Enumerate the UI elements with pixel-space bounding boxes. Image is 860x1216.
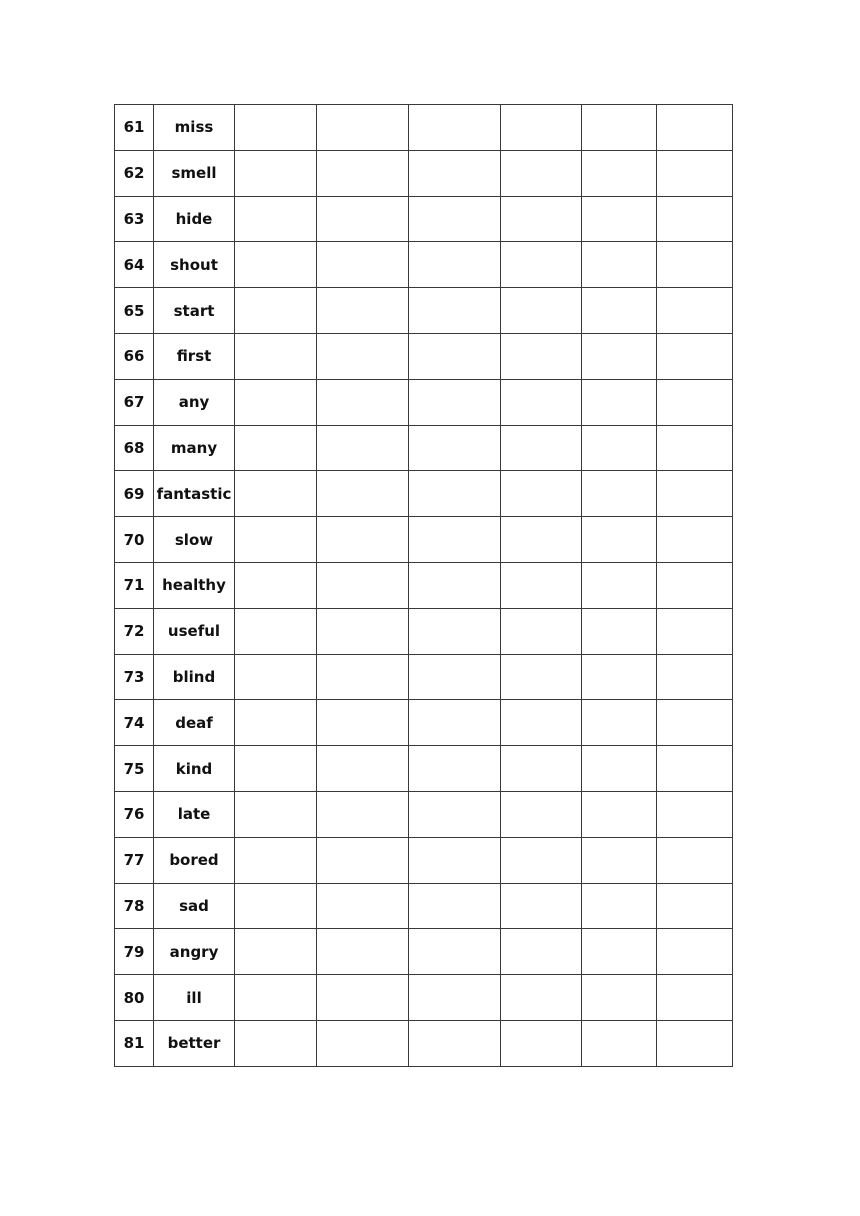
blank-practice-cell (657, 929, 733, 975)
blank-practice-cell (582, 608, 657, 654)
blank-practice-cell (409, 288, 501, 334)
blank-practice-cell (409, 242, 501, 288)
blank-practice-cell (409, 975, 501, 1021)
blank-practice-cell (409, 1020, 501, 1066)
blank-practice-cell (657, 288, 733, 334)
blank-practice-cell (409, 425, 501, 471)
blank-practice-cell (235, 837, 317, 883)
blank-practice-cell (409, 700, 501, 746)
blank-practice-cell (657, 883, 733, 929)
blank-practice-cell (582, 196, 657, 242)
blank-practice-cell (235, 929, 317, 975)
blank-practice-cell (657, 471, 733, 517)
blank-practice-cell (409, 746, 501, 792)
blank-practice-cell (501, 883, 582, 929)
vocabulary-word: useful (154, 608, 235, 654)
vocabulary-word: first (154, 333, 235, 379)
vocabulary-table (114, 104, 733, 1067)
table-row (115, 196, 733, 242)
blank-practice-cell (657, 150, 733, 196)
blank-practice-cell (235, 333, 317, 379)
blank-practice-cell (657, 1020, 733, 1066)
row-number: 62 (115, 150, 154, 196)
blank-practice-cell (317, 196, 409, 242)
blank-practice-cell (317, 929, 409, 975)
blank-practice-cell (317, 837, 409, 883)
blank-practice-cell (657, 654, 733, 700)
vocabulary-word: bored (154, 837, 235, 883)
row-number: 71 (115, 562, 154, 608)
blank-practice-cell (409, 105, 501, 151)
blank-practice-cell (235, 288, 317, 334)
blank-practice-cell (317, 654, 409, 700)
vocabulary-table-body (115, 105, 733, 1067)
blank-practice-cell (409, 379, 501, 425)
blank-practice-cell (317, 791, 409, 837)
row-number: 63 (115, 196, 154, 242)
blank-practice-cell (657, 746, 733, 792)
blank-practice-cell (235, 791, 317, 837)
blank-practice-cell (657, 425, 733, 471)
vocabulary-word: blind (154, 654, 235, 700)
table-row (115, 471, 733, 517)
blank-practice-cell (409, 150, 501, 196)
blank-practice-cell (657, 975, 733, 1021)
blank-practice-cell (235, 242, 317, 288)
blank-practice-cell (409, 196, 501, 242)
blank-practice-cell (501, 975, 582, 1021)
blank-practice-cell (409, 654, 501, 700)
blank-practice-cell (582, 975, 657, 1021)
row-number: 61 (115, 105, 154, 151)
row-number: 73 (115, 654, 154, 700)
table-row (115, 517, 733, 563)
blank-practice-cell (235, 562, 317, 608)
blank-practice-cell (582, 746, 657, 792)
blank-practice-cell (582, 333, 657, 379)
vocabulary-word: late (154, 791, 235, 837)
blank-practice-cell (501, 379, 582, 425)
blank-practice-cell (317, 105, 409, 151)
row-number: 68 (115, 425, 154, 471)
row-number: 69 (115, 471, 154, 517)
vocabulary-word: shout (154, 242, 235, 288)
blank-practice-cell (409, 608, 501, 654)
blank-practice-cell (582, 517, 657, 563)
blank-practice-cell (657, 196, 733, 242)
vocabulary-word: miss (154, 105, 235, 151)
blank-practice-cell (501, 929, 582, 975)
vocabulary-word: sad (154, 883, 235, 929)
blank-practice-cell (501, 791, 582, 837)
table-row (115, 105, 733, 151)
row-number: 74 (115, 700, 154, 746)
blank-practice-cell (657, 105, 733, 151)
table-row (115, 700, 733, 746)
blank-practice-cell (501, 471, 582, 517)
blank-practice-cell (235, 654, 317, 700)
blank-practice-cell (501, 333, 582, 379)
row-number: 79 (115, 929, 154, 975)
blank-practice-cell (582, 883, 657, 929)
blank-practice-cell (501, 837, 582, 883)
blank-practice-cell (501, 196, 582, 242)
blank-practice-cell (657, 608, 733, 654)
table-row (115, 150, 733, 196)
blank-practice-cell (235, 425, 317, 471)
vocabulary-word: many (154, 425, 235, 471)
blank-practice-cell (317, 975, 409, 1021)
row-number: 78 (115, 883, 154, 929)
blank-practice-cell (317, 333, 409, 379)
blank-practice-cell (501, 1020, 582, 1066)
blank-practice-cell (501, 700, 582, 746)
blank-practice-cell (657, 517, 733, 563)
blank-practice-cell (317, 150, 409, 196)
table-row (115, 425, 733, 471)
table-row (115, 929, 733, 975)
blank-practice-cell (409, 333, 501, 379)
blank-practice-cell (501, 242, 582, 288)
blank-practice-cell (657, 837, 733, 883)
table-row (115, 883, 733, 929)
blank-practice-cell (582, 791, 657, 837)
blank-practice-cell (409, 837, 501, 883)
blank-practice-cell (317, 242, 409, 288)
vocabulary-word: smell (154, 150, 235, 196)
row-number: 80 (115, 975, 154, 1021)
row-number: 64 (115, 242, 154, 288)
blank-practice-cell (317, 700, 409, 746)
table-row (115, 379, 733, 425)
blank-practice-cell (235, 883, 317, 929)
blank-practice-cell (582, 1020, 657, 1066)
row-number: 77 (115, 837, 154, 883)
blank-practice-cell (235, 517, 317, 563)
vocabulary-word: ill (154, 975, 235, 1021)
row-number: 67 (115, 379, 154, 425)
blank-practice-cell (501, 608, 582, 654)
blank-practice-cell (409, 471, 501, 517)
blank-practice-cell (582, 150, 657, 196)
blank-practice-cell (582, 562, 657, 608)
blank-practice-cell (235, 150, 317, 196)
table-row (115, 654, 733, 700)
table-row (115, 837, 733, 883)
vocabulary-word: any (154, 379, 235, 425)
blank-practice-cell (501, 105, 582, 151)
row-number: 66 (115, 333, 154, 379)
blank-practice-cell (582, 242, 657, 288)
blank-practice-cell (317, 883, 409, 929)
blank-practice-cell (409, 883, 501, 929)
blank-practice-cell (501, 425, 582, 471)
vocabulary-word: slow (154, 517, 235, 563)
blank-practice-cell (235, 105, 317, 151)
blank-practice-cell (409, 562, 501, 608)
row-number: 75 (115, 746, 154, 792)
vocabulary-word: better (154, 1020, 235, 1066)
table-row (115, 608, 733, 654)
blank-practice-cell (582, 425, 657, 471)
table-row (115, 333, 733, 379)
blank-practice-cell (317, 379, 409, 425)
row-number: 70 (115, 517, 154, 563)
blank-practice-cell (582, 288, 657, 334)
row-number: 72 (115, 608, 154, 654)
blank-practice-cell (235, 975, 317, 1021)
blank-practice-cell (582, 105, 657, 151)
blank-practice-cell (582, 471, 657, 517)
vocabulary-word: angry (154, 929, 235, 975)
blank-practice-cell (235, 746, 317, 792)
vocabulary-word: deaf (154, 700, 235, 746)
blank-practice-cell (317, 562, 409, 608)
row-number: 81 (115, 1020, 154, 1066)
blank-practice-cell (317, 517, 409, 563)
blank-practice-cell (582, 929, 657, 975)
blank-practice-cell (582, 700, 657, 746)
vocabulary-word: healthy (154, 562, 235, 608)
blank-practice-cell (317, 288, 409, 334)
blank-practice-cell (409, 517, 501, 563)
blank-practice-cell (317, 1020, 409, 1066)
blank-practice-cell (317, 746, 409, 792)
blank-practice-cell (235, 608, 317, 654)
table-row (115, 1020, 733, 1066)
blank-practice-cell (501, 562, 582, 608)
vocabulary-word: kind (154, 746, 235, 792)
blank-practice-cell (582, 379, 657, 425)
blank-practice-cell (317, 608, 409, 654)
blank-practice-cell (409, 791, 501, 837)
vocabulary-word: start (154, 288, 235, 334)
blank-practice-cell (235, 700, 317, 746)
blank-practice-cell (582, 654, 657, 700)
blank-practice-cell (501, 746, 582, 792)
blank-practice-cell (317, 425, 409, 471)
table-row (115, 288, 733, 334)
blank-practice-cell (657, 562, 733, 608)
table-row (115, 242, 733, 288)
vocabulary-word: fantastic (154, 471, 235, 517)
blank-practice-cell (501, 288, 582, 334)
blank-practice-cell (657, 700, 733, 746)
blank-practice-cell (657, 333, 733, 379)
blank-practice-cell (657, 791, 733, 837)
blank-practice-cell (501, 654, 582, 700)
vocabulary-word: hide (154, 196, 235, 242)
blank-practice-cell (501, 150, 582, 196)
table-row (115, 746, 733, 792)
table-row (115, 791, 733, 837)
row-number: 76 (115, 791, 154, 837)
table-row (115, 975, 733, 1021)
row-number: 65 (115, 288, 154, 334)
blank-practice-cell (235, 471, 317, 517)
blank-practice-cell (657, 379, 733, 425)
blank-practice-cell (501, 517, 582, 563)
blank-practice-cell (317, 471, 409, 517)
blank-practice-cell (235, 196, 317, 242)
blank-practice-cell (409, 929, 501, 975)
blank-practice-cell (235, 379, 317, 425)
blank-practice-cell (235, 1020, 317, 1066)
blank-practice-cell (657, 242, 733, 288)
table-row (115, 562, 733, 608)
blank-practice-cell (582, 837, 657, 883)
